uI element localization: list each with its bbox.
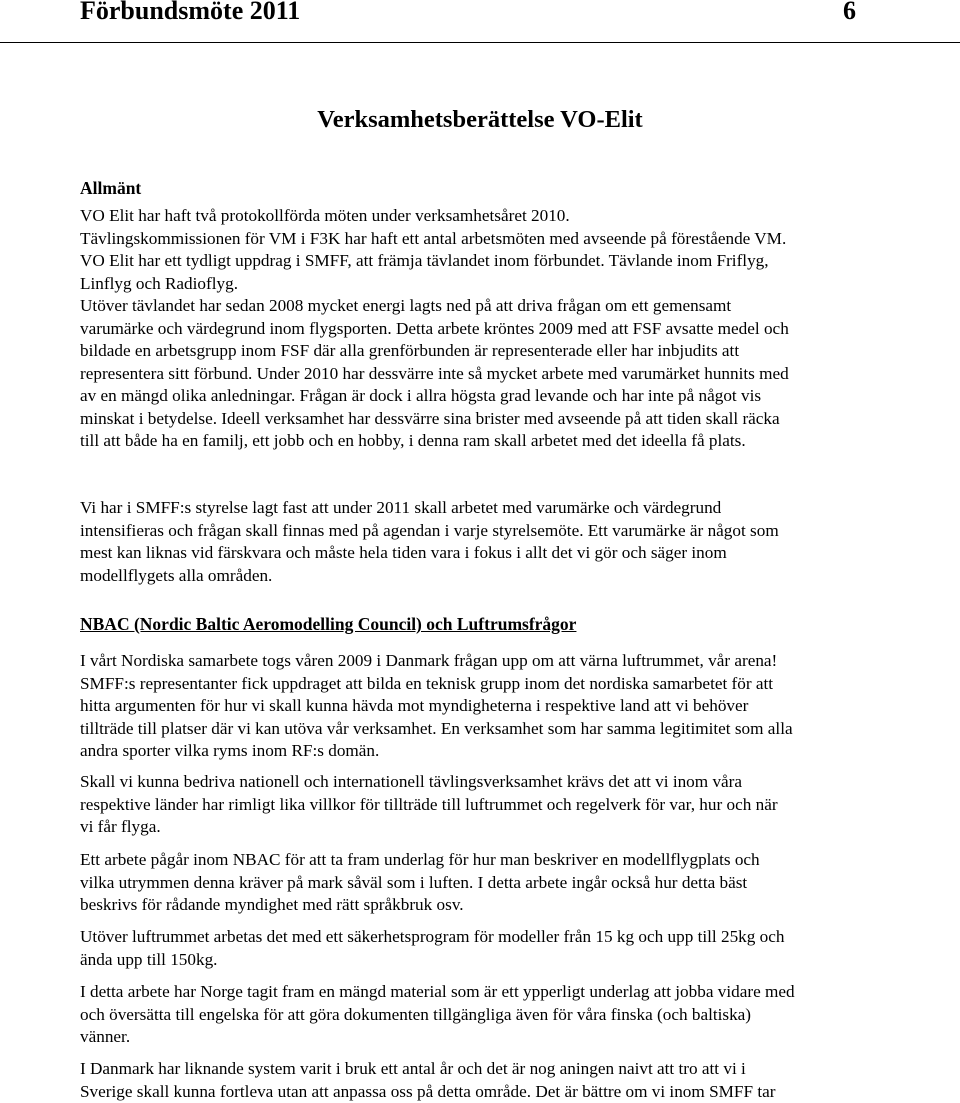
- paragraph-allmant-2: [80, 497, 880, 587]
- paragraph-line: respektive länder har rimligt lika villkor för tillträde till luftrummet och regelverk för var, hur och när: [80, 794, 880, 817]
- paragraph-line: Vi har i SMFF:s styrelse lagt fast att under 2011 skall arbetet med varumärke och värdegrund: [80, 497, 880, 520]
- section-heading-allmant: Allmänt: [80, 178, 141, 199]
- paragraph-line: I detta arbete har Norge tagit fram en mängd material som är ett ypperligt underlag att jobba vidare med: [80, 981, 880, 1004]
- paragraph-line: beskrivs för rådande myndighet med rätt språkbruk osv.: [80, 894, 880, 917]
- section-heading-nbac: NBAC (Nordic Baltic Aeromodelling Council) och Luftrumsfrågor: [80, 614, 576, 635]
- paragraph-line: Ett arbete pågår inom NBAC för att ta fram underlag för hur man beskriver en modellflygplats och: [80, 849, 880, 872]
- paragraph-nbac-5: [80, 981, 880, 1049]
- paragraph-line: och översätta till engelska för att göra dokumenten tillgängliga även för våra finska (och baltiska): [80, 1004, 880, 1027]
- paragraph-line: andra sporter vilka ryms inom RF:s domän.: [80, 740, 880, 763]
- paragraph-line: VO Elit har ett tydligt uppdrag i SMFF, att främja tävlandet inom förbundet. Tävlande inom Friflyg,: [80, 250, 880, 273]
- paragraph-line: Utöver tävlandet har sedan 2008 mycket energi lagts ned på att driva frågan om ett gemensamt: [80, 295, 880, 318]
- paragraph-line: Utöver luftrummet arbetas det med ett säkerhetsprogram för modeller från 15 kg och upp till 25kg och: [80, 926, 880, 949]
- page-header: [0, 0, 960, 43]
- paragraph-line: Skall vi kunna bedriva nationell och internationell tävlingsverksamhet krävs det att vi inom våra: [80, 771, 880, 794]
- header-page-number: 6: [843, 0, 856, 26]
- document-title: Verksamhetsberättelse VO-Elit: [0, 106, 960, 134]
- paragraph-nbac-1: [80, 650, 880, 763]
- paragraph-line: Linflyg och Radioflyg.: [80, 273, 880, 296]
- paragraph-nbac-4: [80, 926, 880, 971]
- paragraph-line: intensifieras och frågan skall finnas med på agendan i varje styrelsemöte. Ett varumärke är något som: [80, 520, 880, 543]
- header-title: Förbundsmöte 2011: [80, 0, 300, 26]
- paragraph-line: tillträde till platser där vi kan utöva vår verksamhet. En verksamhet som har samma legitimitet som alla: [80, 718, 880, 741]
- paragraph-line: till att både ha en familj, ett jobb och en hobby, i denna ram skall arbetet med det ideella få plats.: [80, 430, 880, 453]
- paragraph-line: I vårt Nordiska samarbete togs våren 2009 i Danmark frågan upp om att värna luftrummet, vår arena!: [80, 650, 880, 673]
- paragraph-line: vi får flyga.: [80, 816, 880, 839]
- paragraph-line: representera sitt förbund. Under 2010 har dessvärre inte så mycket arbete med varumärket hunnits med: [80, 363, 880, 386]
- paragraph-line: ända upp till 150kg.: [80, 949, 880, 972]
- paragraph-nbac-2: [80, 771, 880, 839]
- paragraph-line: Sverige skall kunna fortleva utan att anpassa oss på detta område. Det är bättre om vi inom SMFF tar: [80, 1081, 880, 1103]
- paragraph-line: I Danmark har liknande system varit i bruk ett antal år och det är nog aningen naivt att tro att vi i: [80, 1058, 880, 1081]
- paragraph-nbac-6: [80, 1058, 880, 1103]
- paragraph-line: vänner.: [80, 1026, 880, 1049]
- paragraph-nbac-3: [80, 849, 880, 917]
- paragraph-line: modellflygets alla områden.: [80, 565, 880, 588]
- paragraph-line: SMFF:s representanter fick uppdraget att bilda en teknisk grupp inom det nordiska samarbetet för att: [80, 673, 880, 696]
- paragraph-line: av en mängd olika anledningar. Frågan är dock i allra högsta grad levande och har inte på något vis: [80, 385, 880, 408]
- paragraph-line: hitta argumenten för hur vi skall kunna hävda mot myndigheterna i respektive land att vi behöver: [80, 695, 880, 718]
- paragraph-allmant-1: [80, 205, 880, 453]
- paragraph-line: Tävlingskommissionen för VM i F3K har haft ett antal arbetsmöten med avseende på förestående VM.: [80, 228, 880, 251]
- paragraph-line: varumärke och värdegrund inom flygsporten. Detta arbete kröntes 2009 med att FSF avsatte medel och: [80, 318, 880, 341]
- paragraph-line: mest kan liknas vid färskvara och måste hela tiden vara i fokus i allt det vi gör och säger inom: [80, 542, 880, 565]
- paragraph-line: bildade en arbetsgrupp inom FSF där alla grenförbunden är representerade eller har inbjudits att: [80, 340, 880, 363]
- paragraph-line: vilka utrymmen denna kräver på mark såväl som i luften. I detta arbete ingår också hur detta bäst: [80, 872, 880, 895]
- paragraph-line: VO Elit har haft två protokollförda möten under verksamhetsåret 2010.: [80, 205, 880, 228]
- paragraph-line: minskat i betydelse. Ideell verksamhet har dessvärre sina brister med avseende på att tiden skall räcka: [80, 408, 880, 431]
